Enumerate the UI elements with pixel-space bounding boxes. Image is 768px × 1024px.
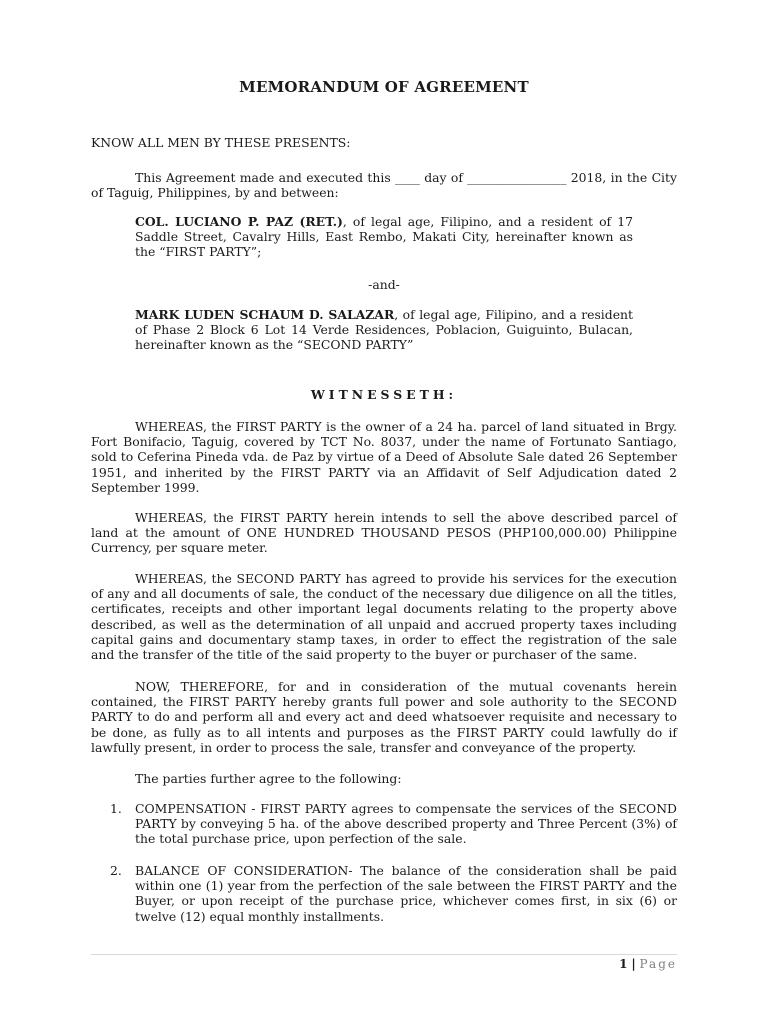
page-number: 1 [619, 957, 628, 971]
and-separator: -and- [368, 277, 400, 292]
second-party-paragraph [135, 307, 633, 353]
whereas-paragraph-3: WHEREAS, the SECOND PARTY has agreed to provide his services for the execution of any and all documents of sale, the conduct of the necessary due diligence on all the titles, certificates, receipts and other important legal documents relating to the property above described, as well as the determination of all unpaid and accrued property taxes including capital gains and documentary stamp taxes, in order to effect the registration of the sale and the transfer of the title of the said property to the buyer or purchaser of the same. [91, 571, 677, 663]
page-footer [540, 957, 677, 971]
whereas-paragraph-2: WHEREAS, the FIRST PARTY herein intends to sell the above described parcel of land at the amount of ONE HUNDRED THOUSAND PESOS (PHP100,000.00) Philippine Currency, per square meter. [91, 510, 677, 556]
whereas-paragraph-1: WHEREAS, the FIRST PARTY is the owner of a 24 ha. parcel of land situated in Brgy. Fort Bonifacio, Taguig, covered by TCT No. 8037, under the name of Fortunato Santiago, sold to Ceferina Pineda vda. de Paz by virtue of a Deed of Absolute Sale dated 26 September 1951, and inherited by the FIRST PARTY via an Affidavit of Self Adjudication dated 2 September 1999. [91, 419, 677, 495]
document-title: MEMORANDUM OF AGREEMENT [239, 78, 529, 96]
agreement-paragraph: This Agreement made and executed this ____ day of ________________ 2018, in the City of Taguig, Philippines, by and between: [91, 170, 677, 201]
page-label: Page [639, 957, 677, 971]
footer-separator: | [631, 957, 636, 971]
list-number: 1. [110, 801, 122, 816]
now-therefore-paragraph: NOW, THEREFORE, for and in consideration of the mutual covenants herein contained, the FIRST PARTY hereby grants full power and sole authority to the SECOND PARTY to do and perform all and every act and deed whatsoever requisite and necessary to be done, as fully as to all intents and purposes as the FIRST PARTY could lawfully do if lawfully present, in order to process the sale, transfer and conveyance of the property. [91, 679, 677, 755]
list-item-compensation: COMPENSATION - FIRST PARTY agrees to compensate the services of the SECOND PARTY by conveying 5 ha. of the above described property and Three Percent (3%) of the total purchase price, upon perfection of the sale. [135, 801, 677, 847]
footer-divider [91, 954, 677, 955]
second-party-name: MARK LUDEN SCHAUM D. SALAZAR [135, 307, 395, 322]
list-item-balance: BALANCE OF CONSIDERATION- The balance of the consideration shall be paid within one (1) year from the perfection of the sale between the FIRST PARTY and the Buyer, or upon receipt of the purchase price, whichever comes first, in six (6) or twelve (12) equal monthly installments. [135, 863, 677, 924]
further-agree-paragraph: The parties further agree to the following: [135, 771, 402, 786]
witnesseth-heading: WITNESSETH: [310, 387, 458, 402]
second-party-details: , of legal age, Filipino, and a resident of Phase 2 Block 6 Lot 14 Verde Residences, Poblacion, Guiguinto, Bulacan, hereinafter known as the “SECOND PARTY” [135, 307, 633, 353]
first-party-name: COL. LUCIANO P. PAZ (RET.) [135, 214, 343, 229]
first-party-paragraph [135, 214, 633, 260]
list-number: 2. [110, 863, 122, 878]
first-party-details: , of legal age, Filipino, and a resident of 17 Saddle Street, Cavalry Hills, East Rembo, Makati City, hereinafter known as the “FIRST PARTY”; [135, 214, 633, 260]
intro-paragraph: KNOW ALL MEN BY THESE PRESENTS: [91, 135, 351, 150]
